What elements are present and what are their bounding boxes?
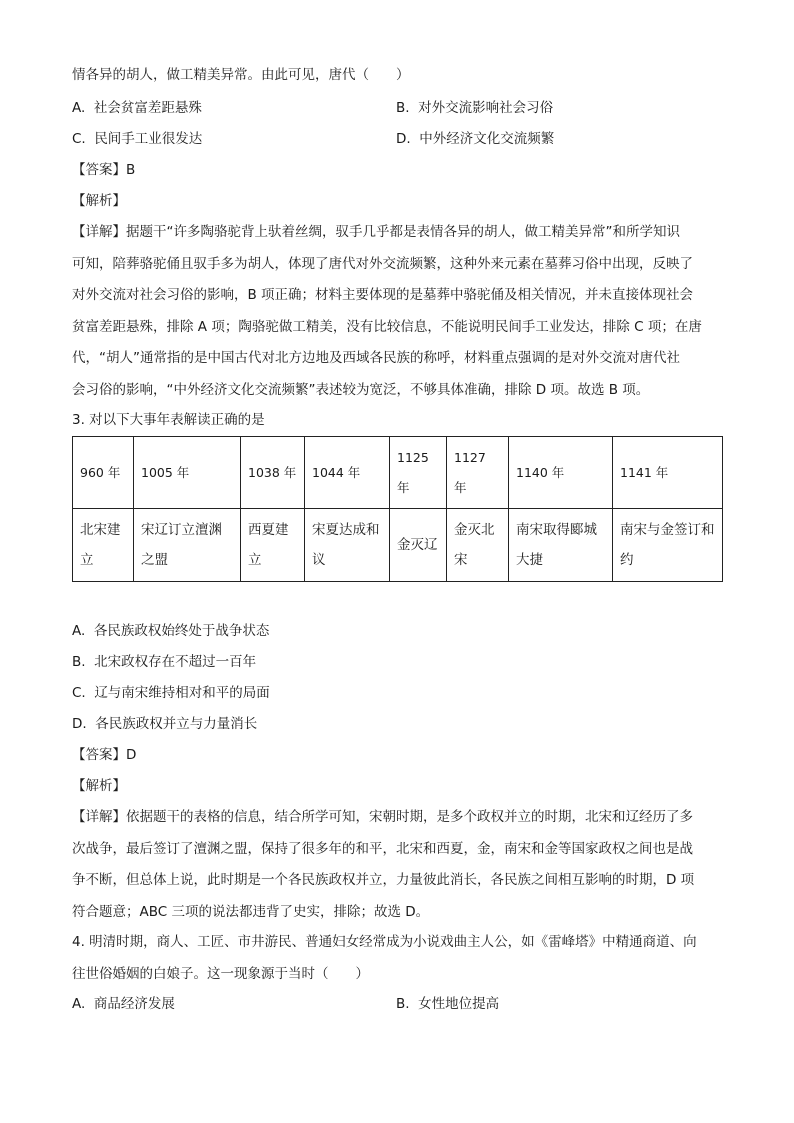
option-text: 社会贫富差距悬殊 [93,100,202,116]
option-text: 北宋政权存在不超过一百年 [94,654,257,670]
event-cell: 宋夏达成和议 [305,509,390,582]
year-cell: 1140 年 [509,437,613,509]
option-letter: D. [396,131,411,147]
q2-option-d[interactable] [396,129,554,149]
option-letter: A. [72,100,86,116]
chronology-table [72,436,723,582]
q2-analysis-label: 【解析】 [72,193,126,209]
q3-option-a[interactable] [72,621,269,641]
q3-stem: 3. 对以下大事年表解读正确的是 [72,412,265,428]
option-text: 各民族政权始终处于战争状态 [93,623,270,639]
q3-option-b[interactable] [72,652,256,672]
q3-option-c[interactable] [72,683,270,703]
option-letter: A. [72,623,86,639]
year-cell: 960 年 [73,437,134,509]
q3-detail [72,807,724,933]
q3-analysis-label: 【解析】 [72,778,126,794]
year-cell: 1141 年 [613,437,723,509]
year-cell: 1127 年 [447,437,509,509]
q2-detail-line: 可知，陪葬骆驼俑且驭手多为胡人，体现了唐代对外交流频繁，这种外来元素在墓葬习俗中出现，反映了 [72,255,693,272]
q2-option-b[interactable] [396,98,553,118]
option-letter: C. [72,685,86,701]
q2-detail-line: 【详解】据题干“许多陶骆驼背上驮着丝绸，驭手几乎都是表情各异的胡人，做工精美异常”和所学知识 [72,224,680,240]
q4-option-b[interactable] [396,994,499,1014]
option-text: 民间手工业很发达 [94,131,203,147]
event-cell: 南宋取得郾城大捷 [509,509,613,582]
option-letter: D. [72,716,87,732]
q2-option-a[interactable] [72,98,202,118]
event-cell: 北宋建立 [73,509,134,582]
option-letter: B. [72,654,86,670]
q3-detail-line: 争不断，但总体上说，此时期是一个各民族政权并立，力量彼此消长，各民族之间相互影响的时期，D 项 [72,872,695,888]
year-cell: 1044 年 [305,437,390,509]
option-text: 中外经济文化交流频繁 [419,131,555,147]
q3-answer: 【答案】D [72,747,137,763]
q2-detail-line: 贫富差距悬殊，排除 A 项；陶骆驼做工精美，没有比较信息，不能说明民间手工业发达，排除 C 项；在唐 [72,318,702,335]
option-text: 女性地位提高 [418,996,500,1012]
q4-stem-line: 往世俗婚姻的白娘子。这一现象源于当时（ ） [72,965,369,982]
q2-stem-tail: 情各异的胡人，做工精美异常。由此可见，唐代（ ） [72,67,410,83]
q2-detail-line: 会习俗的影响，“中外经济文化交流频繁”表述较为宽泛，不够具体准确，排除 D 项。故选 B 项。 [72,381,650,398]
q4-stem [72,932,724,995]
years-row [73,437,723,509]
option-text: 各民族政权并立与力量消长 [95,716,258,732]
q3-detail-line: 【详解】依据题干的表格的信息，结合所学可知，宋朝时期，是多个政权并立的时期，北宋和辽经历了多 [72,809,693,825]
option-letter: B. [396,996,410,1012]
option-letter: B. [396,100,410,116]
q2-detail-line: 对外交流对社会习俗的影响，B 项正确；材料主要体现的是墓葬中骆驼俑及相关情况，并未直接体现社会 [72,287,694,303]
option-letter: A. [72,996,86,1012]
year-cell: 1038 年 [241,437,305,509]
q4-option-a[interactable] [72,994,175,1014]
event-cell: 金灭北宋 [447,509,509,582]
option-text: 辽与南宋维持相对和平的局面 [94,685,270,701]
event-cell: 金灭辽 [390,509,447,582]
q3-detail-line: 次战争，最后签订了澶渊之盟，保持了很多年的和平，北宋和西夏，金，南宋和金等国家政权之间也是战 [72,840,693,857]
q2-detail-line: 代，“胡人”通常指的是中国古代对北方边地及西域各民族的称呼，材料重点强调的是对外交流对唐代社 [72,350,680,366]
q2-detail [72,222,724,411]
year-cell: 1125 年 [390,437,447,509]
year-cell: 1005 年 [134,437,241,509]
q3-detail-line: 符合题意；ABC 三项的说法都违背了史实，排除；故选 D。 [72,903,430,920]
q4-stem-line: 4. 明清时期，商人、工匠、市井游民、普通妇女经常成为小说戏曲主人公，如《雷峰塔》中精通商道、向 [72,934,697,950]
q2-option-c[interactable] [72,129,202,149]
events-row [73,509,723,582]
option-text: 商品经济发展 [93,996,175,1012]
q2-answer: 【答案】B [72,162,136,178]
event-cell: 南宋与金签订和约 [613,509,723,582]
option-letter: C. [72,131,86,147]
option-text: 对外交流影响社会习俗 [418,100,554,116]
event-cell: 宋辽订立澶渊之盟 [134,509,241,582]
event-cell: 西夏建立 [241,509,305,582]
q3-option-d[interactable] [72,714,257,734]
